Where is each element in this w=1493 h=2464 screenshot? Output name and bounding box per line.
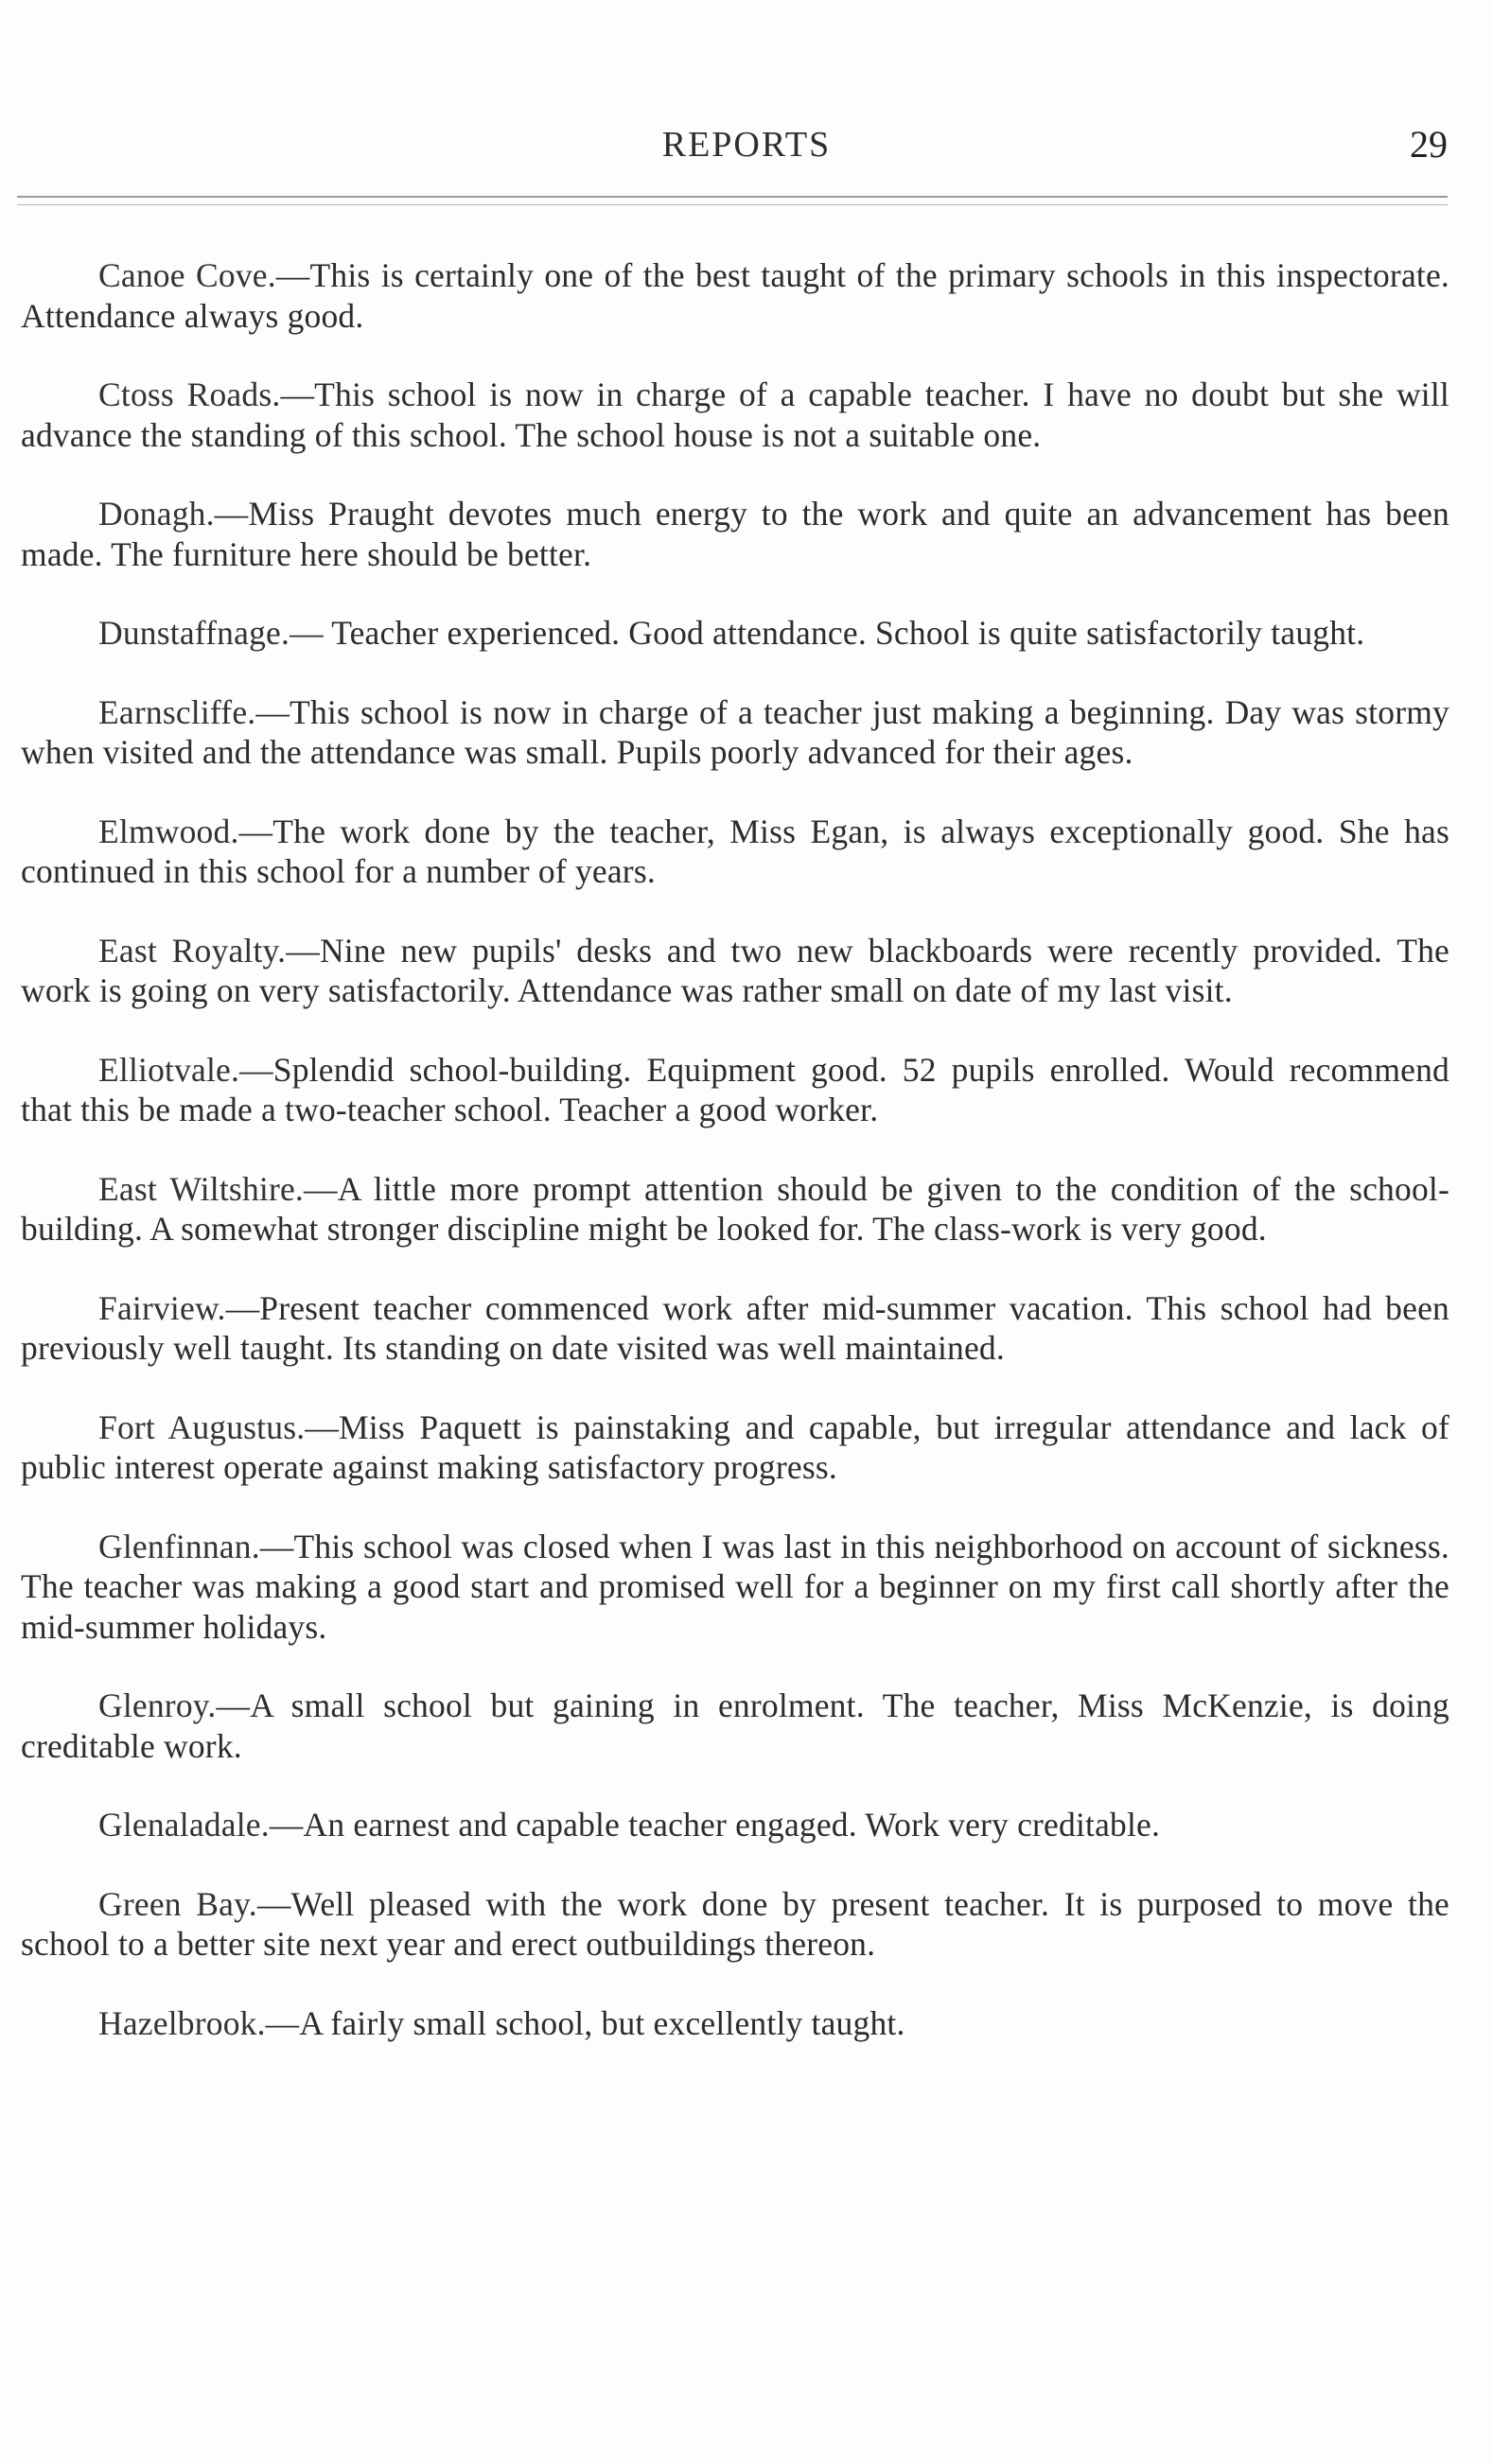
- report-entry-green-bay: [21, 1884, 1449, 1965]
- school-name: East Wiltshire.: [98, 1169, 305, 1208]
- report-text: — Teacher experienced. Good attendance. School is quite satisfactorily taught.: [290, 614, 1365, 652]
- report-text: —Miss Paquett is painstaking and capable, but irregular attendance and lack of public interest operate against making satisfactory progress.: [21, 1407, 1449, 1486]
- header-rule: [17, 196, 1448, 198]
- report-entries: [21, 255, 1449, 2082]
- school-name: Earnscliffe.: [98, 692, 256, 731]
- school-name: Elmwood.: [98, 812, 239, 850]
- report-entry-east-wiltshire: [21, 1169, 1449, 1249]
- report-text: —A fairly small school, but excellently taught.: [265, 2003, 905, 2042]
- school-name: Fort Augustus.: [98, 1407, 306, 1446]
- report-text: —This is certainly one of the best taught of the primary schools in this inspectorate. Attendance always good.: [21, 256, 1449, 335]
- school-name: Donagh.: [98, 495, 215, 533]
- report-text: —Splendid school-building. Equipment good. 52 pupils enrolled. Would recommend that this be made a two-teacher school. Teacher a good worker.: [21, 1050, 1449, 1128]
- report-entry-hazelbrook: [21, 2003, 1449, 2044]
- report-text: —This school was closed when I was last in this neighborhood on account of sickness. The teacher was making a good start and promised well for a beginner on my first call shortly after the mid-summer holidays.: [21, 1527, 1449, 1646]
- school-name: Ctoss Roads.: [98, 376, 281, 413]
- school-name: Dunstaffnage.: [98, 614, 290, 652]
- page-number: 29: [1410, 123, 1448, 166]
- report-text: —A small school but gaining in enrolment. The teacher, Miss McKenzie, is doing creditable work.: [21, 1686, 1449, 1765]
- report-text: —Miss Praught devotes much energy to the work and quite an advancement has been made. The furniture here should be better.: [21, 495, 1449, 573]
- school-name: Glenfinnan.: [98, 1527, 260, 1565]
- report-entry-glenroy: [21, 1686, 1449, 1766]
- school-name: Green Bay.: [98, 1884, 257, 1923]
- report-text: —This school is now in charge of a capable teacher. I have no doubt but she will advance the standing of this school. The school house is not a suitable one.: [21, 376, 1449, 454]
- report-entry-elliotvale: [21, 1050, 1449, 1130]
- report-entry-dunstaffnage: [21, 613, 1449, 654]
- report-text: —Present teacher commenced work after mid-summer vacation. This school had been previously well taught. Its standing on date visited was well maintained.: [21, 1288, 1449, 1367]
- running-header: [0, 121, 1493, 168]
- report-entry-donagh: [21, 494, 1449, 574]
- report-entry-east-royalty: [21, 931, 1449, 1011]
- report-entry-elmwood: [21, 812, 1449, 892]
- school-name: Canoe Cove.: [98, 256, 276, 294]
- running-title: REPORTS: [661, 125, 832, 165]
- report-entry-fort-augustus: [21, 1407, 1449, 1488]
- report-text: —Well pleased with the work done by present teacher. It is purposed to move the school to a better site next year and erect outbuildings thereon.: [21, 1884, 1449, 1963]
- school-name: Fairview.: [98, 1288, 226, 1327]
- school-name: Hazelbrook.: [98, 2003, 266, 2042]
- report-text: —This school is now in charge of a teacher just making a beginning. Day was stormy when visited and the attendance was small. Pupils poorly advanced for their ages.: [21, 692, 1449, 771]
- report-text: —The work done by the teacher, Miss Egan, is always exceptionally good. She has continued in this school for a number of years.: [21, 812, 1449, 890]
- report-entry-canoe-cove: [21, 255, 1449, 336]
- header-rule-thin: [17, 204, 1448, 205]
- report-entry-fairview: [21, 1288, 1449, 1369]
- report-text: —An earnest and capable teacher engaged. Work very creditable.: [269, 1806, 1161, 1844]
- school-name: East Royalty.: [98, 931, 287, 970]
- report-text: —Nine new pupils' desks and two new blackboards were recently provided. The work is going on very satisfactorily. Attendance was rather small on date of my last visit.: [21, 931, 1449, 1009]
- school-name: Glenaladale.: [98, 1806, 270, 1844]
- school-name: Glenroy.: [98, 1686, 217, 1724]
- report-text: —A little more prompt attention should be given to the condition of the school-building. A somewhat stronger discipline might be looked for. The class-work is very good.: [21, 1169, 1449, 1248]
- report-entry-glenaladale: [21, 1805, 1449, 1845]
- report-entry-earnscliffe: [21, 692, 1449, 773]
- school-name: Elliotvale.: [98, 1050, 240, 1089]
- report-entry-glenfinnan: [21, 1527, 1449, 1648]
- report-entry-ctoss-roads: [21, 375, 1449, 455]
